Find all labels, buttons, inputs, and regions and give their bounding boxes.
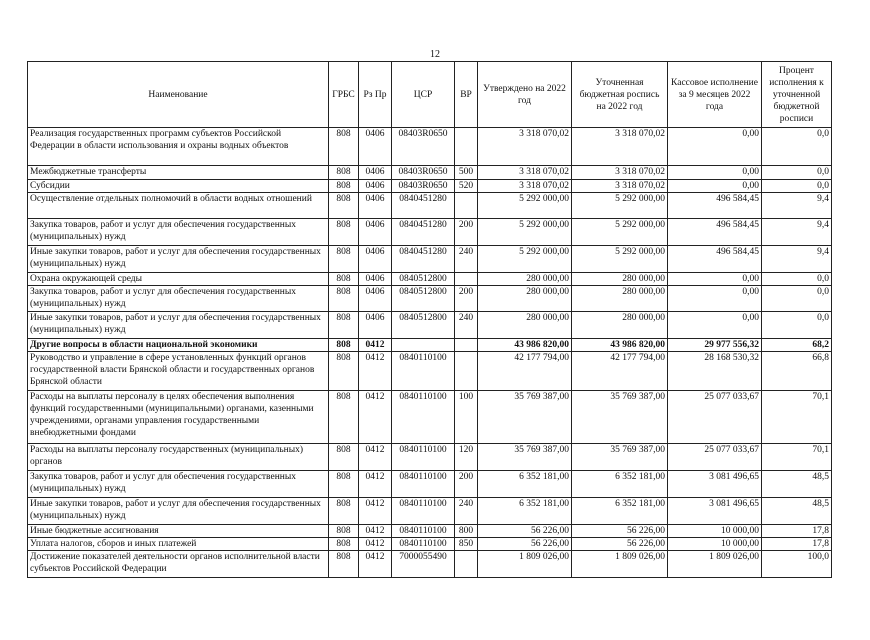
cell-name: Субсидии bbox=[28, 180, 329, 193]
table-row bbox=[28, 166, 832, 180]
cell-approved: 56 226,00 bbox=[478, 525, 572, 538]
table-row bbox=[28, 471, 832, 498]
header-refined: Уточненная бюджетная роспись на 2022 год bbox=[572, 62, 668, 128]
cell-name: Закупка товаров, работ и услуг для обеспечения государственных (муниципальных) нужд bbox=[28, 471, 329, 498]
cell-approved: 3 318 070,02 bbox=[478, 128, 572, 166]
cell-approved: 43 986 820,00 bbox=[478, 339, 572, 352]
cell-cash: 496 584,45 bbox=[668, 219, 762, 246]
cell-cash: 10 000,00 bbox=[668, 525, 762, 538]
cell-approved: 5 292 000,00 bbox=[478, 193, 572, 219]
cell-vr: 520 bbox=[455, 180, 478, 193]
cell-grbs: 808 bbox=[329, 246, 359, 273]
cell-vr: 100 bbox=[455, 391, 478, 444]
cell-vr: 240 bbox=[455, 246, 478, 273]
cell-name: Иные бюджетные ассигнования bbox=[28, 525, 329, 538]
table-row bbox=[28, 312, 832, 339]
cell-rz-pr: 0406 bbox=[359, 128, 392, 166]
cell-grbs: 808 bbox=[329, 525, 359, 538]
cell-rz-pr: 0412 bbox=[359, 391, 392, 444]
cell-grbs: 808 bbox=[329, 339, 359, 352]
cell-cash: 0,00 bbox=[668, 128, 762, 166]
cell-cash: 29 977 556,32 bbox=[668, 339, 762, 352]
table-row bbox=[28, 444, 832, 471]
table-row bbox=[28, 246, 832, 273]
cell-percent: 48,5 bbox=[762, 471, 832, 498]
cell-grbs: 808 bbox=[329, 471, 359, 498]
cell-cash: 0,00 bbox=[668, 312, 762, 339]
cell-grbs: 808 bbox=[329, 444, 359, 471]
cell-csr: 0840451280 bbox=[392, 193, 455, 219]
cell-percent: 0,0 bbox=[762, 286, 832, 312]
cell-refined: 280 000,00 bbox=[572, 273, 668, 286]
cell-rz-pr: 0412 bbox=[359, 444, 392, 471]
page-number: 12 bbox=[430, 49, 440, 60]
cell-grbs: 808 bbox=[329, 551, 359, 578]
table-row bbox=[28, 180, 832, 193]
cell-percent: 0,0 bbox=[762, 128, 832, 166]
cell-name: Иные закупки товаров, работ и услуг для обеспечения государственных (муниципальных) нужд bbox=[28, 312, 329, 339]
cell-cash: 0,00 bbox=[668, 166, 762, 180]
cell-approved: 3 318 070,02 bbox=[478, 180, 572, 193]
cell-approved: 3 318 070,02 bbox=[478, 166, 572, 180]
cell-refined: 6 352 181,00 bbox=[572, 498, 668, 525]
cell-grbs: 808 bbox=[329, 166, 359, 180]
header-approved: Утверждено на 2022 год bbox=[478, 62, 572, 128]
cell-cash: 25 077 033,67 bbox=[668, 444, 762, 471]
cell-rz-pr: 0406 bbox=[359, 166, 392, 180]
cell-cash: 28 168 530,32 bbox=[668, 352, 762, 391]
cell-grbs: 808 bbox=[329, 273, 359, 286]
cell-percent: 66,8 bbox=[762, 352, 832, 391]
cell-name: Закупка товаров, работ и услуг для обеспечения государственных (муниципальных) нужд bbox=[28, 219, 329, 246]
cell-approved: 280 000,00 bbox=[478, 273, 572, 286]
header-name: Наименование bbox=[28, 62, 329, 128]
cell-vr: 120 bbox=[455, 444, 478, 471]
cell-percent: 0,0 bbox=[762, 312, 832, 339]
cell-approved: 280 000,00 bbox=[478, 286, 572, 312]
cell-csr: 0840110100 bbox=[392, 391, 455, 444]
cell-percent: 9,4 bbox=[762, 219, 832, 246]
cell-name: Расходы на выплаты персоналу государственных (муниципальных) органов bbox=[28, 444, 329, 471]
cell-approved: 42 177 794,00 bbox=[478, 352, 572, 391]
cell-vr: 850 bbox=[455, 538, 478, 551]
header-percent: Процент исполнения к уточненной бюджетной росписи bbox=[762, 62, 832, 128]
cell-rz-pr: 0406 bbox=[359, 312, 392, 339]
cell-cash: 3 081 496,65 bbox=[668, 498, 762, 525]
cell-rz-pr: 0406 bbox=[359, 273, 392, 286]
cell-percent: 0,0 bbox=[762, 180, 832, 193]
cell-vr bbox=[455, 339, 478, 352]
table-row bbox=[28, 498, 832, 525]
cell-rz-pr: 0412 bbox=[359, 525, 392, 538]
header-rz-pr: Рз Пр bbox=[359, 62, 392, 128]
cell-cash: 0,00 bbox=[668, 273, 762, 286]
cell-refined: 56 226,00 bbox=[572, 538, 668, 551]
cell-percent: 48,5 bbox=[762, 498, 832, 525]
cell-csr: 0840110100 bbox=[392, 538, 455, 551]
cell-rz-pr: 0412 bbox=[359, 551, 392, 578]
cell-vr bbox=[455, 193, 478, 219]
cell-percent: 68,2 bbox=[762, 339, 832, 352]
cell-csr: 0840451280 bbox=[392, 246, 455, 273]
cell-name: Охрана окружающей среды bbox=[28, 273, 329, 286]
cell-name: Другие вопросы в области национальной экономики bbox=[28, 339, 329, 352]
table-body bbox=[28, 128, 832, 578]
cell-rz-pr: 0406 bbox=[359, 219, 392, 246]
cell-percent: 17,8 bbox=[762, 538, 832, 551]
table-row bbox=[28, 525, 832, 538]
cell-refined: 5 292 000,00 bbox=[572, 193, 668, 219]
cell-refined: 3 318 070,02 bbox=[572, 166, 668, 180]
table-row bbox=[28, 273, 832, 286]
cell-vr bbox=[455, 273, 478, 286]
cell-cash: 0,00 bbox=[668, 286, 762, 312]
cell-name: Осуществление отдельных полномочий в области водных отношений bbox=[28, 193, 329, 219]
cell-grbs: 808 bbox=[329, 193, 359, 219]
cell-refined: 1 809 026,00 bbox=[572, 551, 668, 578]
budget-table bbox=[27, 61, 832, 578]
table-row bbox=[28, 538, 832, 551]
cell-vr: 240 bbox=[455, 312, 478, 339]
cell-cash: 25 077 033,67 bbox=[668, 391, 762, 444]
cell-percent: 9,4 bbox=[762, 193, 832, 219]
cell-name: Межбюджетные трансферты bbox=[28, 166, 329, 180]
cell-grbs: 808 bbox=[329, 286, 359, 312]
cell-csr: 0840110100 bbox=[392, 498, 455, 525]
cell-refined: 35 769 387,00 bbox=[572, 391, 668, 444]
cell-vr bbox=[455, 128, 478, 166]
cell-csr: 0840110100 bbox=[392, 444, 455, 471]
cell-cash: 3 081 496,65 bbox=[668, 471, 762, 498]
cell-name: Реализация государственных программ субъектов Российской Федерации в области использования и охраны водных объектов bbox=[28, 128, 329, 166]
table-row bbox=[28, 391, 832, 444]
cell-approved: 6 352 181,00 bbox=[478, 471, 572, 498]
table-row bbox=[28, 128, 832, 166]
cell-grbs: 808 bbox=[329, 352, 359, 391]
cell-csr: 08403R0650 bbox=[392, 166, 455, 180]
table-row bbox=[28, 193, 832, 219]
cell-refined: 3 318 070,02 bbox=[572, 180, 668, 193]
cell-vr bbox=[455, 352, 478, 391]
cell-csr: 0840451280 bbox=[392, 219, 455, 246]
cell-percent: 17,8 bbox=[762, 525, 832, 538]
cell-refined: 280 000,00 bbox=[572, 312, 668, 339]
table-row bbox=[28, 352, 832, 391]
cell-approved: 5 292 000,00 bbox=[478, 219, 572, 246]
cell-csr: 0840512800 bbox=[392, 312, 455, 339]
cell-grbs: 808 bbox=[329, 312, 359, 339]
header-grbs: ГРБС bbox=[329, 62, 359, 128]
cell-refined: 3 318 070,02 bbox=[572, 128, 668, 166]
cell-approved: 1 809 026,00 bbox=[478, 551, 572, 578]
cell-cash: 0,00 bbox=[668, 180, 762, 193]
cell-name: Закупка товаров, работ и услуг для обеспечения государственных (муниципальных) нужд bbox=[28, 286, 329, 312]
cell-refined: 5 292 000,00 bbox=[572, 246, 668, 273]
cell-vr: 500 bbox=[455, 166, 478, 180]
cell-csr: 08403R0650 bbox=[392, 128, 455, 166]
cell-refined: 280 000,00 bbox=[572, 286, 668, 312]
cell-refined: 56 226,00 bbox=[572, 525, 668, 538]
cell-csr: 0840512800 bbox=[392, 273, 455, 286]
cell-rz-pr: 0406 bbox=[359, 246, 392, 273]
cell-approved: 280 000,00 bbox=[478, 312, 572, 339]
cell-csr: 08403R0650 bbox=[392, 180, 455, 193]
cell-percent: 0,0 bbox=[762, 166, 832, 180]
cell-percent: 70,1 bbox=[762, 444, 832, 471]
cell-csr bbox=[392, 339, 455, 352]
cell-approved: 35 769 387,00 bbox=[478, 391, 572, 444]
cell-vr: 200 bbox=[455, 286, 478, 312]
cell-approved: 6 352 181,00 bbox=[478, 498, 572, 525]
cell-vr: 200 bbox=[455, 471, 478, 498]
cell-refined: 5 292 000,00 bbox=[572, 219, 668, 246]
cell-csr: 7000055490 bbox=[392, 551, 455, 578]
cell-name: Руководство и управление в сфере установленных функций органов государственной власти Брянской области и государственных органов Брянской области bbox=[28, 352, 329, 391]
cell-rz-pr: 0412 bbox=[359, 352, 392, 391]
cell-rz-pr: 0412 bbox=[359, 339, 392, 352]
cell-grbs: 808 bbox=[329, 180, 359, 193]
cell-refined: 6 352 181,00 bbox=[572, 471, 668, 498]
cell-cash: 10 000,00 bbox=[668, 538, 762, 551]
cell-refined: 42 177 794,00 bbox=[572, 352, 668, 391]
cell-csr: 0840110100 bbox=[392, 352, 455, 391]
cell-rz-pr: 0412 bbox=[359, 538, 392, 551]
cell-name: Иные закупки товаров, работ и услуг для обеспечения государственных (муниципальных) нужд bbox=[28, 498, 329, 525]
cell-name: Расходы на выплаты персоналу в целях обеспечения выполнения функций государственными (муниципальными) органами, казенными учреждениями, органами управления государственными внебюджетными фондами bbox=[28, 391, 329, 444]
cell-grbs: 808 bbox=[329, 538, 359, 551]
cell-approved: 56 226,00 bbox=[478, 538, 572, 551]
cell-rz-pr: 0406 bbox=[359, 286, 392, 312]
cell-name: Иные закупки товаров, работ и услуг для обеспечения государственных (муниципальных) нужд bbox=[28, 246, 329, 273]
cell-percent: 0,0 bbox=[762, 273, 832, 286]
cell-refined: 43 986 820,00 bbox=[572, 339, 668, 352]
cell-vr bbox=[455, 551, 478, 578]
cell-name: Уплата налогов, сборов и иных платежей bbox=[28, 538, 329, 551]
cell-vr: 240 bbox=[455, 498, 478, 525]
header-cash: Кассовое исполнение за 9 месяцев 2022 года bbox=[668, 62, 762, 128]
cell-vr: 800 bbox=[455, 525, 478, 538]
table-header-row bbox=[28, 62, 832, 128]
cell-approved: 35 769 387,00 bbox=[478, 444, 572, 471]
table-row bbox=[28, 219, 832, 246]
cell-cash: 496 584,45 bbox=[668, 246, 762, 273]
cell-csr: 0840110100 bbox=[392, 525, 455, 538]
cell-grbs: 808 bbox=[329, 219, 359, 246]
table-row bbox=[28, 339, 832, 352]
cell-rz-pr: 0412 bbox=[359, 498, 392, 525]
cell-csr: 0840110100 bbox=[392, 471, 455, 498]
cell-grbs: 808 bbox=[329, 128, 359, 166]
cell-percent: 100,0 bbox=[762, 551, 832, 578]
table-row bbox=[28, 551, 832, 578]
table-row bbox=[28, 286, 832, 312]
cell-grbs: 808 bbox=[329, 391, 359, 444]
cell-vr: 200 bbox=[455, 219, 478, 246]
cell-refined: 35 769 387,00 bbox=[572, 444, 668, 471]
cell-cash: 496 584,45 bbox=[668, 193, 762, 219]
cell-percent: 70,1 bbox=[762, 391, 832, 444]
header-vr: ВР bbox=[455, 62, 478, 128]
cell-rz-pr: 0412 bbox=[359, 471, 392, 498]
cell-approved: 5 292 000,00 bbox=[478, 246, 572, 273]
cell-rz-pr: 0406 bbox=[359, 193, 392, 219]
cell-name: Достижение показателей деятельности органов исполнительной власти субъектов Российской Федерации bbox=[28, 551, 329, 578]
cell-grbs: 808 bbox=[329, 498, 359, 525]
header-csr: ЦСР bbox=[392, 62, 455, 128]
cell-cash: 1 809 026,00 bbox=[668, 551, 762, 578]
cell-csr: 0840512800 bbox=[392, 286, 455, 312]
cell-percent: 9,4 bbox=[762, 246, 832, 273]
cell-rz-pr: 0406 bbox=[359, 180, 392, 193]
